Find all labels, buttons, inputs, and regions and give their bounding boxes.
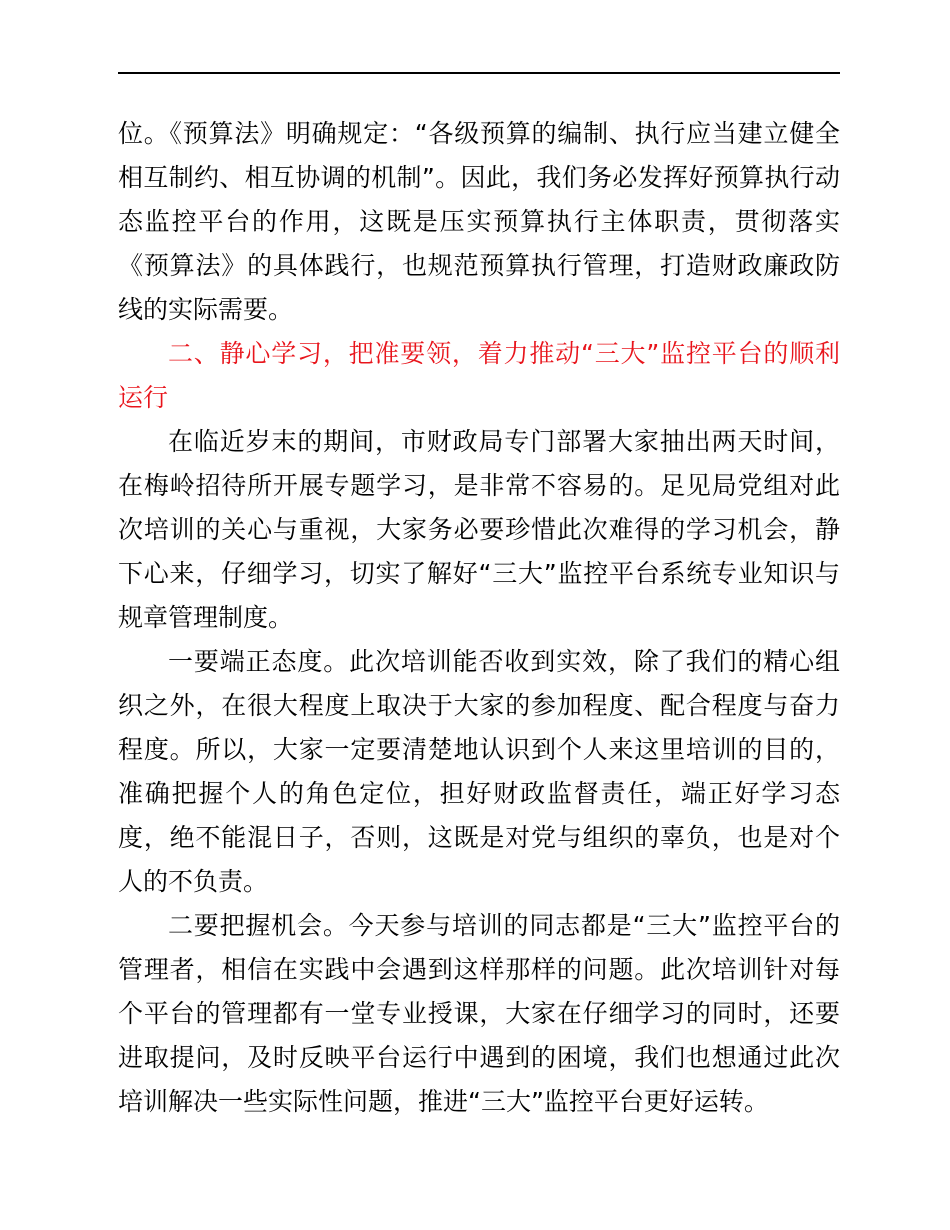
document-body (118, 112, 840, 1124)
header-rule (118, 72, 840, 74)
paragraph-opportunity: 二要把握机会。今天参与培训的同志都是“三大”监控平台的管理者，相信在实践中会遇到这样那样的问题。此次培训针对每个平台的管理都有一堂专业授课，大家在仔细学习的同时，还要进取提问，及时反映平台运行中遇到的困境，我们也想通过此次培训解决一些实际性问题，推进“三大”监控平台更好运转。 (118, 911, 840, 1116)
paragraph-continuation: 位。《预算法》明确规定：“各级预算的编制、执行应当建立健全相互制约、相互协调的机制”。因此，我们务必发挥好预算执行动态监控平台的作用，这既是压实预算执行主体职责，贯彻落实《预算法》的具体践行，也规范预算执行管理，打造财政廉政防线的实际需要。 (118, 119, 840, 324)
paragraph-training-intro: 在临近岁末的期间，市财政局专门部署大家抽出两天时间，在梅岭招待所开展专题学习，是非常不容易的。足见局党组对此次培训的关心与重视，大家务必要珍惜此次难得的学习机会，静下心来，仔细学习，切实了解好“三大”监控平台系统专业知识与规章管理制度。 (118, 427, 840, 632)
paragraph-attitude: 一要端正态度。此次培训能否收到实效，除了我们的精心组织之外，在很大程度上取决于大家的参加程度、配合程度与奋力程度。所以，大家一定要清楚地认识到个人来这里培训的目的，准确把握个人的角色定位，担好财政监督责任，端正好学习态度，绝不能混日子，否则，这既是对党与组织的辜负，也是对个人的不负责。 (118, 647, 840, 896)
section-heading: 二、静心学习，把准要领，着力推动“三大”监控平台的顺利运行 (118, 339, 840, 412)
